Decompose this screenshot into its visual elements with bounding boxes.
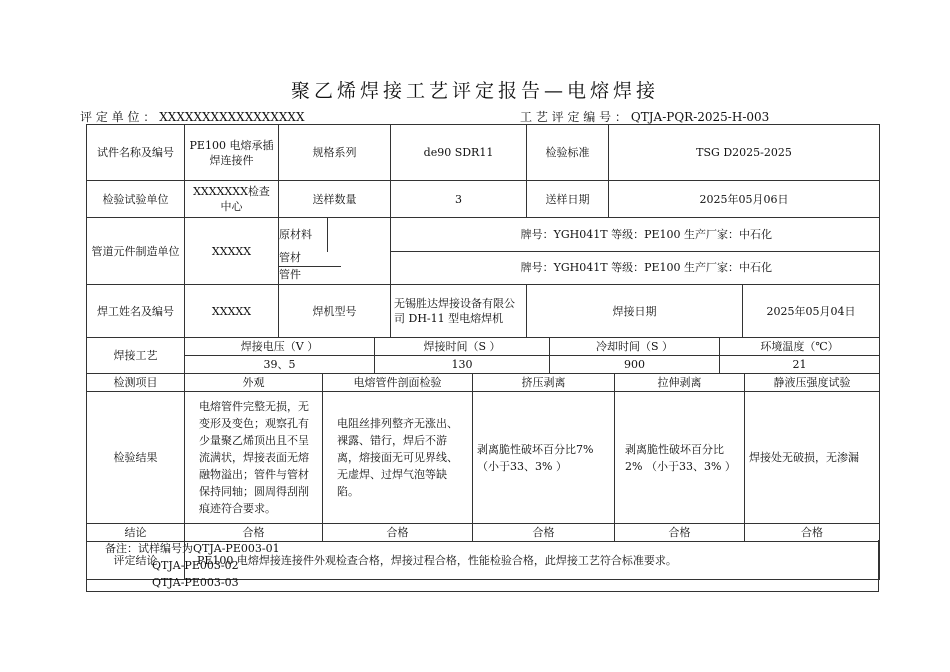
- voltage-value: 39、5: [185, 356, 375, 374]
- test-unit-label: 检验试验单位: [87, 181, 185, 218]
- result-crush: 剥离脆性破坏百分比7%（小于33、3% ）: [473, 392, 615, 524]
- process-label: 焊接工艺: [87, 338, 185, 374]
- table-row: [87, 285, 880, 338]
- ambient-temp-header: 环境温度（℃）: [720, 338, 880, 356]
- welder-value: XXXXX: [185, 285, 279, 338]
- results-label: 检验结果: [87, 392, 185, 524]
- result-appearance: 电熔管件完整无损，无变形及变色；观察孔有少量聚乙烯顶出且不呈流满状，焊接表面无熔融物溢出；管件与管材保持同轴；圆周得刮削痕迹符合要求。: [185, 392, 323, 524]
- sample-qty-value: 3: [391, 181, 527, 218]
- manufacturer-value: XXXXX: [185, 218, 279, 285]
- cool-time-value: 900: [550, 356, 720, 374]
- table-row: [87, 524, 880, 542]
- result-hydrostatic: 焊接处无破损，无渗漏: [745, 392, 880, 524]
- conclusion-label: 结论: [87, 524, 185, 542]
- sample-date-value: 2025年05月06日: [609, 181, 880, 218]
- result-section: 电阻丝排列整齐无涨出、裸露、错行，焊后不游离，熔接面无可见界线、无虚焊、过焊气泡等缺陷。: [323, 392, 473, 524]
- ambient-temp-value: 21: [720, 356, 880, 374]
- table-row: [87, 125, 880, 181]
- pipe-label: 管材: [279, 250, 341, 267]
- voltage-header: 焊接电压（V ）: [185, 338, 375, 356]
- info-table: [86, 124, 880, 338]
- page-title: 聚乙烯焊接工艺评定报告—电熔焊接: [290, 80, 659, 102]
- evaluation-unit-value: XXXXXXXXXXXXXXXXX: [159, 110, 305, 124]
- weld-time-header: 焊接时间（S ）: [375, 338, 550, 356]
- conclusion-hydrostatic: 合格: [745, 524, 880, 542]
- table-row: [87, 181, 880, 218]
- report-table: [86, 124, 879, 580]
- table-row: [87, 338, 880, 356]
- evaluation-text: PE100 电熔焊接连接件外观检查合格，焊接过程合格，性能检验合格，此焊接工艺符合标准要求。: [185, 542, 880, 580]
- table-row: [87, 374, 880, 392]
- conclusion-appearance: 合格: [185, 524, 323, 542]
- weld-date-label: 焊接日期: [527, 285, 743, 338]
- evaluation-code-label: 工 艺 评 定 编 号 ：: [520, 110, 627, 124]
- sample-date-label: 送样日期: [527, 181, 609, 218]
- notes-box: [86, 540, 879, 592]
- conclusion-tensile: 合格: [615, 524, 745, 542]
- note-line-1: 备注：试样编号为QTJA-PE003-01: [105, 542, 280, 555]
- raw-material-text: 原材料: [279, 217, 328, 252]
- manufacturer-label: 管道元件制造单位: [87, 218, 185, 285]
- raw-material-label: [279, 218, 391, 285]
- evaluation-unit-label: 评 定 单 位 ：: [80, 110, 156, 124]
- table-row: [87, 356, 880, 374]
- evaluation-unit: [80, 108, 305, 125]
- spec-series-label: 规格系列: [279, 125, 391, 181]
- specimen-label: 试件名称及编号: [87, 125, 185, 181]
- result-tensile: 剥离脆性破坏百分比 2% （小于33、3% ）: [615, 392, 745, 524]
- weld-date-value: 2025年05月04日: [743, 285, 880, 338]
- note-line-3: QTJA-PE003-03: [152, 576, 239, 589]
- sample-qty-label: 送样数量: [279, 181, 391, 218]
- spec-series-value: de90 SDR11: [391, 125, 527, 181]
- test-crush-header: 挤压剥离: [473, 374, 615, 392]
- raw-material-sub: [279, 250, 341, 283]
- machine-label: 焊机型号: [279, 285, 391, 338]
- test-section-header: 电熔管件剖面检验: [323, 374, 473, 392]
- conclusion-section: 合格: [323, 524, 473, 542]
- table-row: [87, 218, 880, 252]
- test-unit-value: XXXXXXX检查中心: [185, 181, 279, 218]
- specimen-value: PE100 电熔承插焊连接件: [185, 125, 279, 181]
- table-row: [87, 392, 880, 524]
- evaluation-code: [520, 108, 769, 125]
- machine-value: 无锡胜达焊接设备有限公司 DH-11 型电熔焊机: [391, 285, 527, 338]
- test-appearance-header: 外观: [185, 374, 323, 392]
- test-hydrostatic-header: 静液压强度试验: [745, 374, 880, 392]
- test-tensile-header: 拉伸剥离: [615, 374, 745, 392]
- standard-value: TSG D2025-2025: [609, 125, 880, 181]
- note-line-2: QTJA-PE003-02: [152, 559, 239, 572]
- standard-label: 检验标准: [527, 125, 609, 181]
- process-table: [86, 338, 880, 374]
- conclusion-crush: 合格: [473, 524, 615, 542]
- welder-label: 焊工姓名及编号: [87, 285, 185, 338]
- fitting-brand: 牌号：YGH041T 等级：PE100 生产厂家：中石化: [391, 251, 880, 285]
- fitting-label: 管件: [279, 268, 301, 281]
- weld-time-value: 130: [375, 356, 550, 374]
- evaluation-code-value: QTJA-PQR-2025-H-003: [630, 110, 770, 124]
- cool-time-header: 冷却时间（S ）: [550, 338, 720, 356]
- test-items-label: 检测项目: [87, 374, 185, 392]
- evaluation-label: 评定结论: [87, 542, 185, 580]
- pipe-brand: 牌号：YGH041T 等级：PE100 生产厂家：中石化: [391, 218, 880, 252]
